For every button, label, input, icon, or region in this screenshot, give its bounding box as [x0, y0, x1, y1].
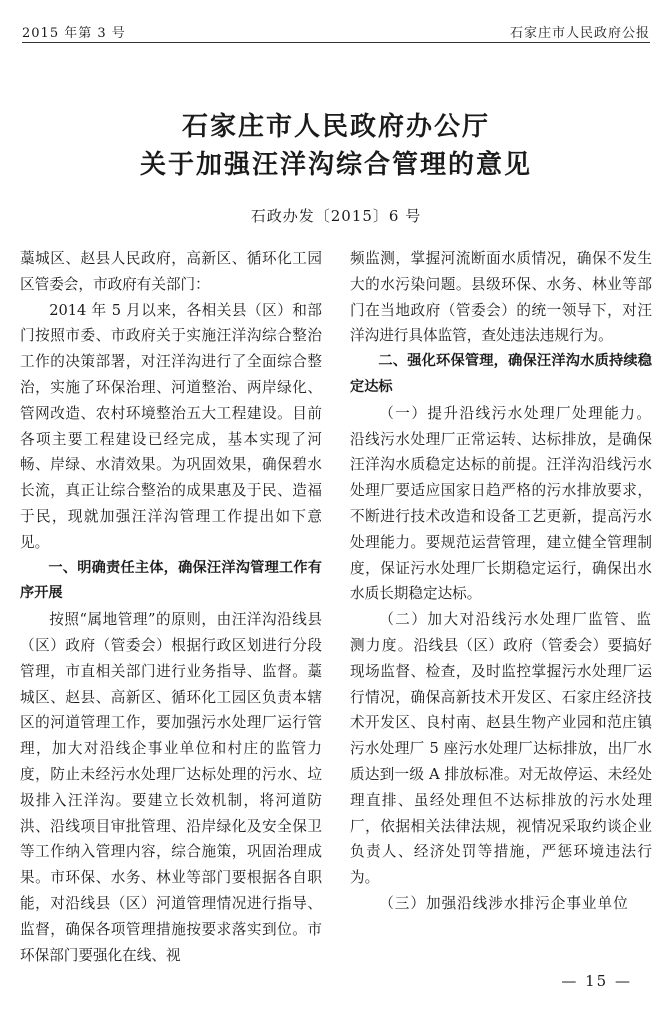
item-2-heading: （二）加大对沿线污水处理厂监管、监测力度。 — [350, 611, 652, 654]
intro-paragraph: 2014 年 5 月以来，各相关县（区）和部门按照市委、市政府关于实施汪洋沟综合整治工作的决策部署，对汪洋沟进行了全面综合整治，实施了环保治理、河道整治、两岸绿化、管网改造、农村环境整治五大工程建设。目前各项主要工程建设已经完成，基本实现了河畅、岸绿、水清效果。为巩固效果，确保碧水长流，真正让综合整治的成果惠及于民、造福于民，现就加强汪洋沟管理工作提出如下意见。 — [20, 301, 322, 551]
addressee: 藁城区、赵县人民政府，高新区、循环化工园区管委会，市政府有关部门： — [20, 250, 322, 293]
section-1-body: 按照“属地管理”的原则，由汪洋沟沿线县（区）政府（管委会）根据行政区划进行分段管理，市直相关部门进行业务指导、监督。藁城区、赵县、高新区、循环化工园区负责本辖区的河道管理工作，要加强污水处理厂运行管理，加大对沿线企事业单位和村庄的监管力度，防止未经污水处理厂达标处理的污水、垃圾排入汪洋沟。要建立长效机制，将河道防洪、沿线项目审批管理、沿岸绿化及安全保卫等工作纳入管理内容，综合施策，巩固治理成果。市环保、水务、林业等部门要根据各自职能，对沿线县（区）河道管理情况进行指导、监督，确保各项管理措施按要求落实到位。市环保部门要强化在线、视 — [20, 611, 322, 964]
item-1-body: 沿线污水处理厂正常运转、达标排放，是确保汪洋沟水质稳定达标的前提。汪洋沟沿线污水处理厂要适应国家日趋严格的污水排放要求，不断进行技术改造和设备工艺更新，提高污水处理能力。要规范运营管理，建立健全管理制度，保证污水处理厂长期稳定运行，确保出水水质长期稳定达标。 — [350, 430, 652, 603]
document-number: 石政办发〔2015〕6 号 — [250, 207, 422, 225]
continued-paragraph: 频监测，掌握河流断面水质情况，确保不发生大的水污染问题。县级环保、水务、林业等部门在当地政府（管委会）的统一领导下，对汪洋沟进行具体监管，查处违法违规行为。 — [350, 250, 652, 345]
item-1-heading: （一）提升沿线污水处理厂处理能力。 — [379, 404, 652, 422]
item-2-body: 沿线县（区）政府（管委会）要搞好现场监督、检查，及时监控掌握污水处理厂运行情况，确保高新技术开发区、石家庄经济技术开发区、良村南、赵县生物产业园和范庄镇污水处理厂 5 座污水处理厂达标排放，出厂水质达到一级 A 排放标准。对无故停运、未经处理直排、虽经处理但不达标排放的污水处理厂，依据相关法律法规，视情况采取约谈企业负责人、经济处罚等措施，严惩环境违法行为。 — [350, 636, 652, 887]
page-header — [22, 18, 650, 44]
section-2-heading: 二、强化环保管理，确保汪洋沟水质持续稳定达标 — [350, 353, 652, 395]
page-number: — 15 — — [561, 972, 632, 990]
left-column — [20, 246, 322, 968]
right-column — [350, 246, 652, 917]
section-1-heading: 一、明确责任主体，确保汪洋沟管理工作有序开展 — [20, 559, 322, 602]
item-2-paragraph — [350, 607, 652, 891]
item-3-heading: （三）加强沿线涉水排污企事业单位 — [379, 894, 629, 912]
publication-name: 石家庄市人民政府公报 — [509, 26, 650, 41]
item-1-paragraph — [350, 401, 652, 607]
header-rule — [22, 42, 650, 43]
issue-label: 2015 年第 3 号 — [22, 26, 126, 41]
title-line-1: 石家庄市人民政府办公厅 — [181, 112, 490, 142]
title-line-2: 关于加强汪洋沟综合管理的意见 — [139, 150, 532, 180]
document-title — [0, 108, 672, 184]
